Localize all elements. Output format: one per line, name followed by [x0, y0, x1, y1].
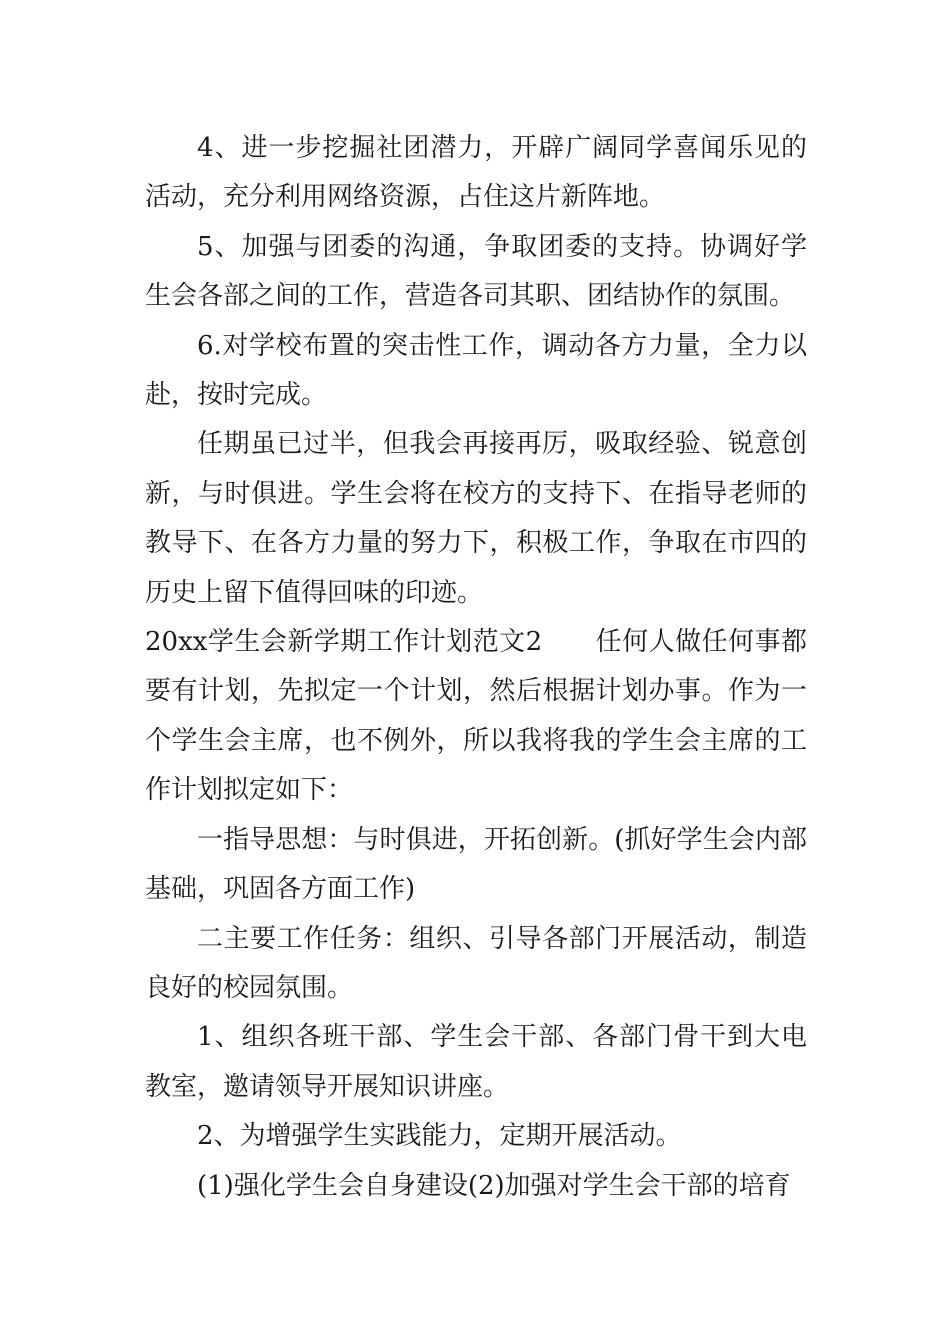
paragraph-main-tasks: 二主要工作任务：组织、引导各部门开展活动，制造良好的校园氛围。 — [145, 923, 807, 1003]
paragraph-task-2: 2、为增强学生实践能力，定期开展活动。 — [197, 1121, 682, 1152]
paragraph-conclusion: 任期虽已过半，但我会再接再厉，吸取经验、锐意创新，与时俱进。学生会将在校方的支持下、在指导老师的教导下、在各方力量的努力下，积极工作，争取在市四的历史上留下值得回味的印迹。 — [145, 429, 807, 608]
document-body — [145, 124, 807, 1211]
paragraph-task-1: 1、组织各班干部、学生会干部、各部门骨干到大电教室，邀请领导开展知识讲座。 — [145, 1022, 807, 1102]
section-heading-paragraph: 20xx学生会新学期工作计划范文2 任何人做任何事都要有计划，先拟定一个计划，然后根据计划办事。作为一个学生会主席，也不例外，所以我将我的学生会主席的工作计划拟定如下： — [145, 627, 807, 806]
paragraph-subtasks: (1)强化学生会自身建设(2)加强对学生会干部的培育 — [197, 1170, 791, 1201]
paragraph-item-6: 6.对学校布置的突击性工作，调动各方力量，全力以赴，按时完成。 — [145, 330, 807, 411]
paragraph-item-5: 5、加强与团委的沟通，争取团委的支持。协调好学生会各部之间的工作，营造各司其职、团结协作的氛围。 — [145, 231, 807, 312]
paragraph-item-4: 4、进一步挖掘社团潜力，开辟广阔同学喜闻乐见的活动，充分利用网络资源，占住这片新阵地。 — [145, 133, 807, 213]
paragraph-guiding-thought: 一指导思想：与时俱进，开拓创新。(抓好学生会内部基础，巩固各方面工作) — [145, 824, 807, 905]
